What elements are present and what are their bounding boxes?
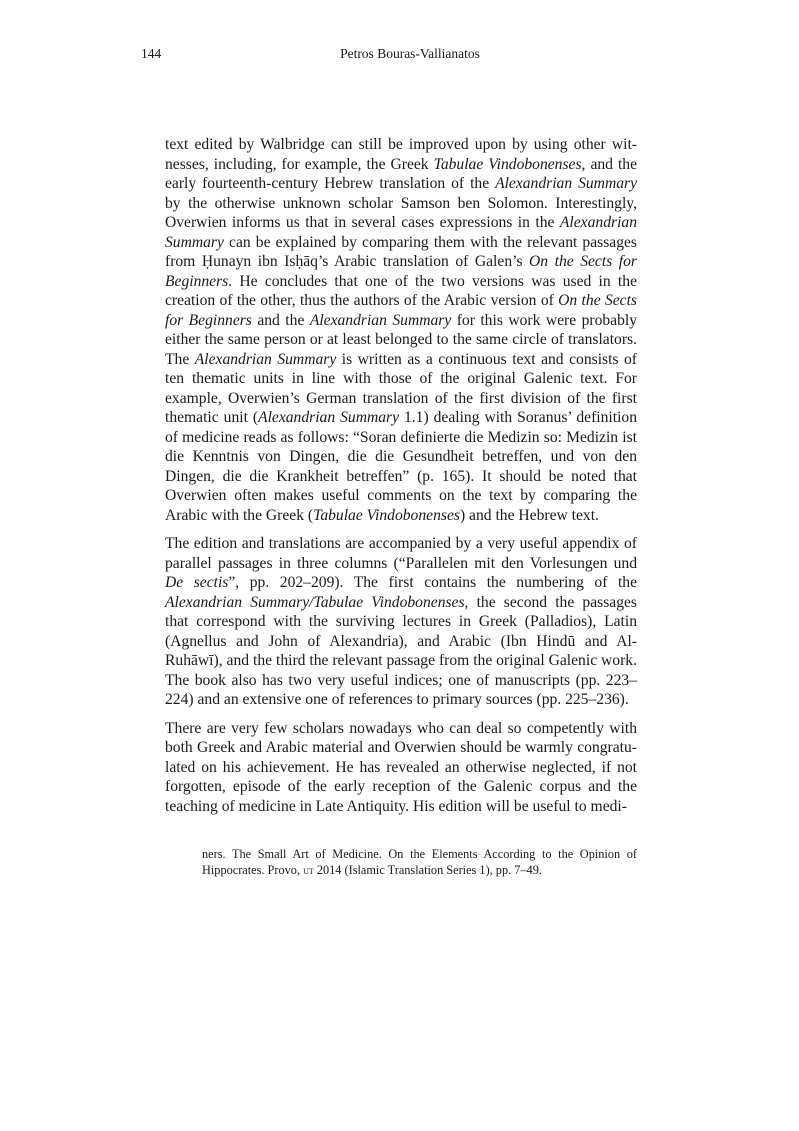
italic-title: Alexandrian Summary <box>309 311 452 329</box>
italic-title: De sectis <box>165 574 229 591</box>
italic-title: Alexandrian Summary <box>165 214 637 251</box>
italic-title: Alexandrian Summary/Tabulae Vindobonenses <box>165 593 465 611</box>
italic-title: On the Sects for Beginners <box>165 292 637 329</box>
italic-title: Tabulae Vindobonenses <box>313 506 460 524</box>
paragraph-1: text edited by Walbridge can still be improved upon by using other witnesses, including, for example, the Greek Tabulae Vindobonenses, and the early fourteenth-century Hebrew translation of the Alexandrian Summary by the otherwise unknown scholar Samson ben Solomon. Interestingly, Overwien informs us that in several cases expressions in the Alexandrian Summary can be explained by comparing them with the relevant passages from Ḥunayn ibn Isḥāq’s Arabic translation of Galen’s On the Sects for Beginners. He concludes that one of the two versions was used in the creation of the other, thus the authors of the Arabic version of On the Sects for Beginners and the Alexandrian Summary for this work were probably either the same person or at least belonged to the same circle of translators. The Alexandrian Summary is written as a continuous text and consists of ten thematic units in line with those of the original Galenic text. For example, Overwien’s German translation of the first division of the first thematic unit (Alexandrian Summary 1.1) dealing with Soranus’ definition of medicine reads as follows: “Soran definierte die Medizin so: Medizin ist die Kenntnis von Dingen, die die Gesundheit betreffen, und von den Dingen, die die Krankheit betreffen” (p. 165). It should be noted that Overwien often makes useful comments on the text by comparing the Arabic with the Greek (Tabulae Vindobonenses) and the Hebrew text. <box>165 136 638 524</box>
paragraph-2: The edition and translations are accompanied by a very useful appendix of parallel passages in three columns (“Parallelen mit den Vorlesungen und De sectis”, pp. 202–209). The first contains the numbering of the Alexandrian Summary/Tabulae Vindobonenses, the second the passages that correspond with the surviving lectures in Greek (Palladios), Latin (Agnellus and John of Alexandria), and Arabic (Ibn Hindū and Al-Ruhāwī), and the third the relevant passage from the original Galenic work. The book also has two very useful indices; one of manuscripts (pp. 223–224) and an extensive one of references to primary sources (pp. 225–236). <box>165 535 638 708</box>
italic-title: Alexandrian Summary <box>258 409 400 426</box>
page-number: 144 <box>141 46 162 61</box>
running-head-author: Petros Bouras-Vallianatos <box>340 46 480 61</box>
italic-title: Alexandrian Summary <box>495 175 637 192</box>
italic-title: Tabulae Vindobonenses <box>433 155 582 173</box>
footnote: ners. The Small Art of Medicine. On the Elements According to the Opinion of Hippocrates. Provo, ut 2014 (Islamic Translation Series 1), pp. 7–49. <box>202 847 637 877</box>
italic-title: Alexandrian Summary <box>194 350 337 368</box>
small-caps-abbrev: ut <box>303 865 314 877</box>
paragraph-3: There are very few scholars nowadays who can deal so competently with both Greek and Arabic material and Overwien should be warmly congratulated on his achievement. He has revealed an otherwise neglected, if not forgotten, episode of the early reception of the Galenic corpus and the teaching of medicine in Late Antiquity. His edition will be useful to medi- <box>165 719 637 815</box>
body-text <box>165 135 637 825</box>
italic-title: On the Sects for Beginners <box>165 253 637 290</box>
page-header <box>141 46 659 66</box>
